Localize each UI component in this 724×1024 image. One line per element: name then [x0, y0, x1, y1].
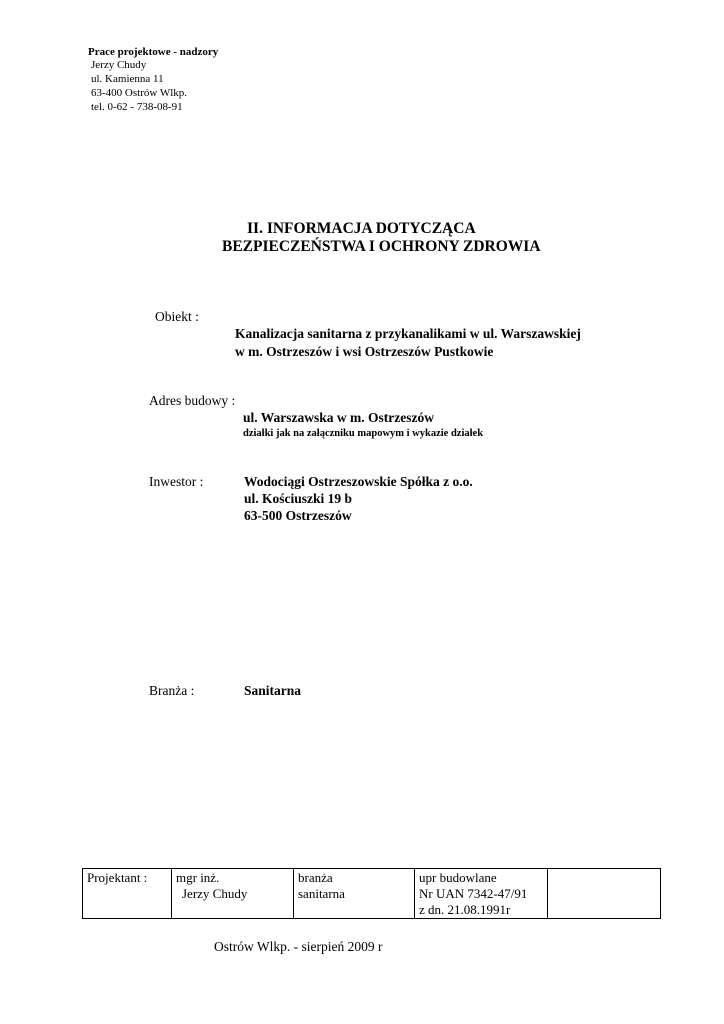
object-line2: w m. Ostrzeszów i wsi Ostrzeszów Pustkowie — [235, 344, 494, 359]
investor-line1: Wodociągi Ostrzeszowskie Spółka z o.o. — [244, 474, 473, 489]
designer-license-cell — [415, 869, 548, 919]
designer-role: Projektant : — [87, 870, 148, 885]
designer-branch-cell — [294, 869, 415, 919]
designer-branch-label: branża — [298, 870, 333, 885]
company-city: 63-400 Ostrów Wlkp. — [91, 87, 188, 99]
investor-label: Inwestor : — [149, 474, 204, 489]
branch-label: Branża : — [149, 683, 195, 698]
license-date: z dn. 21.08.1991r — [419, 902, 511, 917]
designer-table — [82, 868, 661, 919]
place-date: Ostrów Wlkp. - sierpień 2009 r — [214, 939, 383, 954]
designer-name-cell — [172, 869, 294, 919]
company-name: Prace projektowe - nadzory — [88, 46, 219, 58]
designer-table-row — [83, 869, 661, 919]
investor-line2: ul. Kościuszki 19 b — [244, 491, 353, 506]
company-phone: tel. 0-62 - 738-08-91 — [91, 101, 183, 113]
designer-name: Jerzy Chudy — [91, 59, 147, 71]
address-line1: ul. Warszawska w m. Ostrzeszów — [243, 410, 434, 425]
company-street: ul. Kamienna 11 — [91, 73, 164, 85]
designer-full-name: Jerzy Chudy — [182, 886, 248, 901]
signature-cell — [548, 869, 661, 919]
designer-role-cell — [83, 869, 172, 919]
branch-value: Sanitarna — [244, 683, 302, 698]
designer-title: mgr inż. — [176, 870, 220, 885]
license-number: Nr UAN 7342-47/91 — [419, 886, 528, 901]
address-line2: działki jak na załączniku mapowym i wykazie działek — [243, 428, 484, 439]
object-line1: Kanalizacja sanitarna z przykanalikami w ul. Warszawskiej — [235, 326, 581, 341]
designer-branch-value: sanitarna — [298, 886, 345, 901]
document-title-line1: II. INFORMACJA DOTYCZĄCA — [247, 220, 476, 237]
license-label: upr budowlane — [419, 870, 497, 885]
object-label: Obiekt : — [155, 309, 199, 324]
address-label: Adres budowy : — [149, 393, 236, 408]
document-title-line2: BEZPIECZEŃSTWA I OCHRONY ZDROWIA — [222, 238, 541, 255]
investor-line3: 63-500 Ostrzeszów — [244, 508, 352, 523]
